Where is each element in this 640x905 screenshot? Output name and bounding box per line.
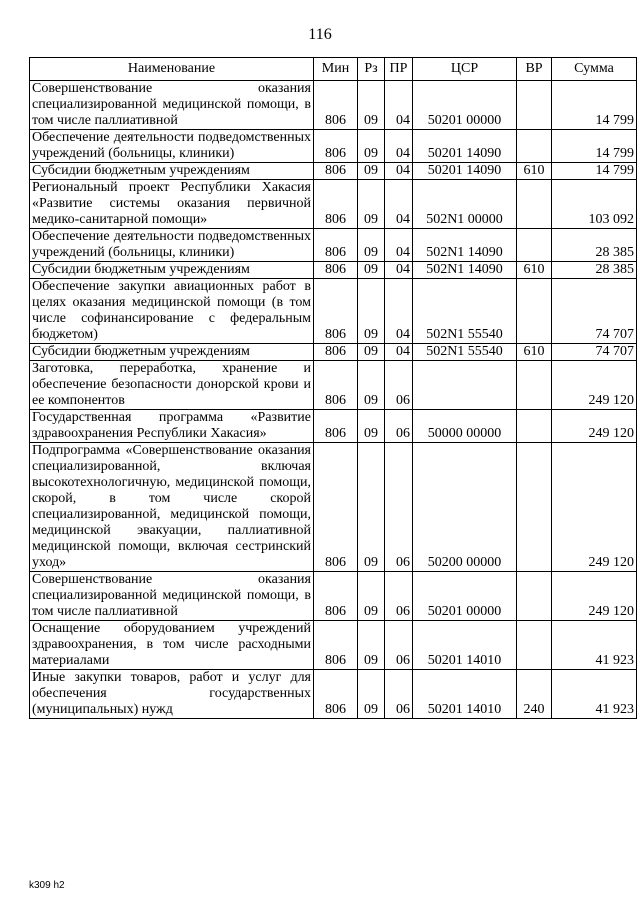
cell-sum: 14 799: [552, 81, 637, 130]
cell-name: Заготовка, переработка, хранение и обеспечение безопасности донорской крови и ее компонентов: [30, 361, 314, 410]
header-rz: Рз: [358, 58, 385, 81]
cell-vr: 610: [517, 262, 552, 279]
cell-csr: 50201 00000: [413, 81, 517, 130]
table-row: [30, 81, 637, 130]
cell-rz: 09: [358, 229, 385, 262]
table-row: [30, 180, 637, 229]
cell-pr: 04: [385, 81, 413, 130]
cell-pr: 06: [385, 443, 413, 572]
cell-pr: 04: [385, 163, 413, 180]
cell-rz: 09: [358, 130, 385, 163]
cell-min: 806: [314, 180, 358, 229]
cell-csr: 502N1 14090: [413, 262, 517, 279]
table-row: [30, 572, 637, 621]
cell-sum: 74 707: [552, 279, 637, 344]
header-vr: ВР: [517, 58, 552, 81]
cell-pr: 04: [385, 229, 413, 262]
cell-min: 806: [314, 410, 358, 443]
cell-vr: [517, 572, 552, 621]
cell-min: 806: [314, 163, 358, 180]
cell-min: 806: [314, 621, 358, 670]
cell-vr: [517, 81, 552, 130]
cell-vr: [517, 443, 552, 572]
cell-vr: [517, 130, 552, 163]
cell-sum: 249 120: [552, 361, 637, 410]
cell-min: 806: [314, 262, 358, 279]
cell-rz: 09: [358, 279, 385, 344]
cell-sum: 14 799: [552, 130, 637, 163]
cell-name: Субсидии бюджетным учреждениям: [30, 262, 314, 279]
cell-sum: 14 799: [552, 163, 637, 180]
cell-pr: 04: [385, 262, 413, 279]
cell-vr: [517, 621, 552, 670]
cell-name: Субсидии бюджетным учреждениям: [30, 163, 314, 180]
header-sum: Сумма: [552, 58, 637, 81]
cell-name: Совершенствование оказания специализированной медицинской помощи, в том числе паллиативной: [30, 81, 314, 130]
cell-name: Государственная программа «Развитие здравоохранения Республики Хакасия»: [30, 410, 314, 443]
cell-min: 806: [314, 572, 358, 621]
cell-pr: 06: [385, 572, 413, 621]
table-row: [30, 344, 637, 361]
page-number: 116: [308, 26, 332, 43]
cell-pr: 06: [385, 410, 413, 443]
cell-rz: 09: [358, 163, 385, 180]
header-name: Наименование: [30, 58, 314, 81]
cell-csr: 50000 00000: [413, 410, 517, 443]
cell-min: 806: [314, 229, 358, 262]
table-row: [30, 130, 637, 163]
cell-csr: [413, 361, 517, 410]
cell-csr: 50200 00000: [413, 443, 517, 572]
cell-vr: 610: [517, 163, 552, 180]
table-row: [30, 163, 637, 180]
cell-rz: 09: [358, 344, 385, 361]
cell-sum: 41 923: [552, 621, 637, 670]
cell-vr: [517, 279, 552, 344]
cell-sum: 249 120: [552, 410, 637, 443]
cell-rz: 09: [358, 180, 385, 229]
cell-vr: [517, 361, 552, 410]
cell-sum: 74 707: [552, 344, 637, 361]
cell-pr: 04: [385, 279, 413, 344]
table-row: [30, 670, 637, 719]
cell-name: Обеспечение закупки авиационных работ в целях оказания медицинской помощи (в том числе софинансирование с федеральным бюджетом): [30, 279, 314, 344]
cell-name: Субсидии бюджетным учреждениям: [30, 344, 314, 361]
table-row: [30, 621, 637, 670]
cell-name: Иные закупки товаров, работ и услуг для обеспечения государственных (муниципальных) нужд: [30, 670, 314, 719]
budget-table: [29, 57, 637, 719]
cell-sum: 249 120: [552, 572, 637, 621]
cell-pr: 04: [385, 180, 413, 229]
header-csr: ЦСР: [413, 58, 517, 81]
cell-name: Обеспечение деятельности подведомственных учреждений (больницы, клиники): [30, 229, 314, 262]
header-min: Мин: [314, 58, 358, 81]
cell-vr: [517, 410, 552, 443]
cell-name: Совершенствование оказания специализированной медицинской помощи, в том числе паллиативной: [30, 572, 314, 621]
cell-vr: 610: [517, 344, 552, 361]
header-pr: ПР: [385, 58, 413, 81]
table-row: [30, 443, 637, 572]
table-row: [30, 410, 637, 443]
cell-min: 806: [314, 670, 358, 719]
footer-code: k309 h2: [29, 880, 65, 891]
cell-min: 806: [314, 279, 358, 344]
table-row: [30, 361, 637, 410]
cell-sum: 28 385: [552, 229, 637, 262]
table-row: [30, 229, 637, 262]
cell-pr: 04: [385, 344, 413, 361]
cell-rz: 09: [358, 443, 385, 572]
table-row: [30, 262, 637, 279]
cell-rz: 09: [358, 262, 385, 279]
cell-csr: 50201 14090: [413, 130, 517, 163]
cell-pr: 06: [385, 361, 413, 410]
cell-rz: 09: [358, 81, 385, 130]
cell-name: Оснащение оборудованием учреждений здравоохранения, в том числе расходными материалами: [30, 621, 314, 670]
cell-sum: 41 923: [552, 670, 637, 719]
cell-pr: 06: [385, 621, 413, 670]
cell-sum: 28 385: [552, 262, 637, 279]
cell-rz: 09: [358, 361, 385, 410]
cell-rz: 09: [358, 572, 385, 621]
cell-sum: 249 120: [552, 443, 637, 572]
cell-sum: 103 092: [552, 180, 637, 229]
table-header-row: [30, 58, 637, 81]
cell-min: 806: [314, 344, 358, 361]
cell-min: 806: [314, 81, 358, 130]
cell-csr: 502N1 00000: [413, 180, 517, 229]
cell-name: Подпрограмма «Совершенствование оказания специализированной, включая высокотехнологичную, медицинской помощи, скорой, в том числе скорой специализированной, медицинской помощи, медицинской эвакуации, паллиативной медицинской помощи, включая сестринский уход»: [30, 443, 314, 572]
cell-csr: 502N1 55540: [413, 344, 517, 361]
cell-name: Обеспечение деятельности подведомственных учреждений (больницы, клиники): [30, 130, 314, 163]
cell-rz: 09: [358, 410, 385, 443]
cell-vr: [517, 229, 552, 262]
cell-pr: 06: [385, 670, 413, 719]
cell-name: Региональный проект Республики Хакасия «Развитие системы оказания первичной медико-санитарной помощи»: [30, 180, 314, 229]
cell-csr: 502N1 55540: [413, 279, 517, 344]
cell-vr: [517, 180, 552, 229]
cell-rz: 09: [358, 670, 385, 719]
cell-csr: 50201 14010: [413, 621, 517, 670]
cell-pr: 04: [385, 130, 413, 163]
cell-rz: 09: [358, 621, 385, 670]
cell-csr: 50201 14090: [413, 163, 517, 180]
cell-min: 806: [314, 361, 358, 410]
cell-csr: 50201 00000: [413, 572, 517, 621]
cell-csr: 502N1 14090: [413, 229, 517, 262]
cell-csr: 50201 14010: [413, 670, 517, 719]
cell-vr: 240: [517, 670, 552, 719]
cell-min: 806: [314, 130, 358, 163]
cell-min: 806: [314, 443, 358, 572]
table-row: [30, 279, 637, 344]
